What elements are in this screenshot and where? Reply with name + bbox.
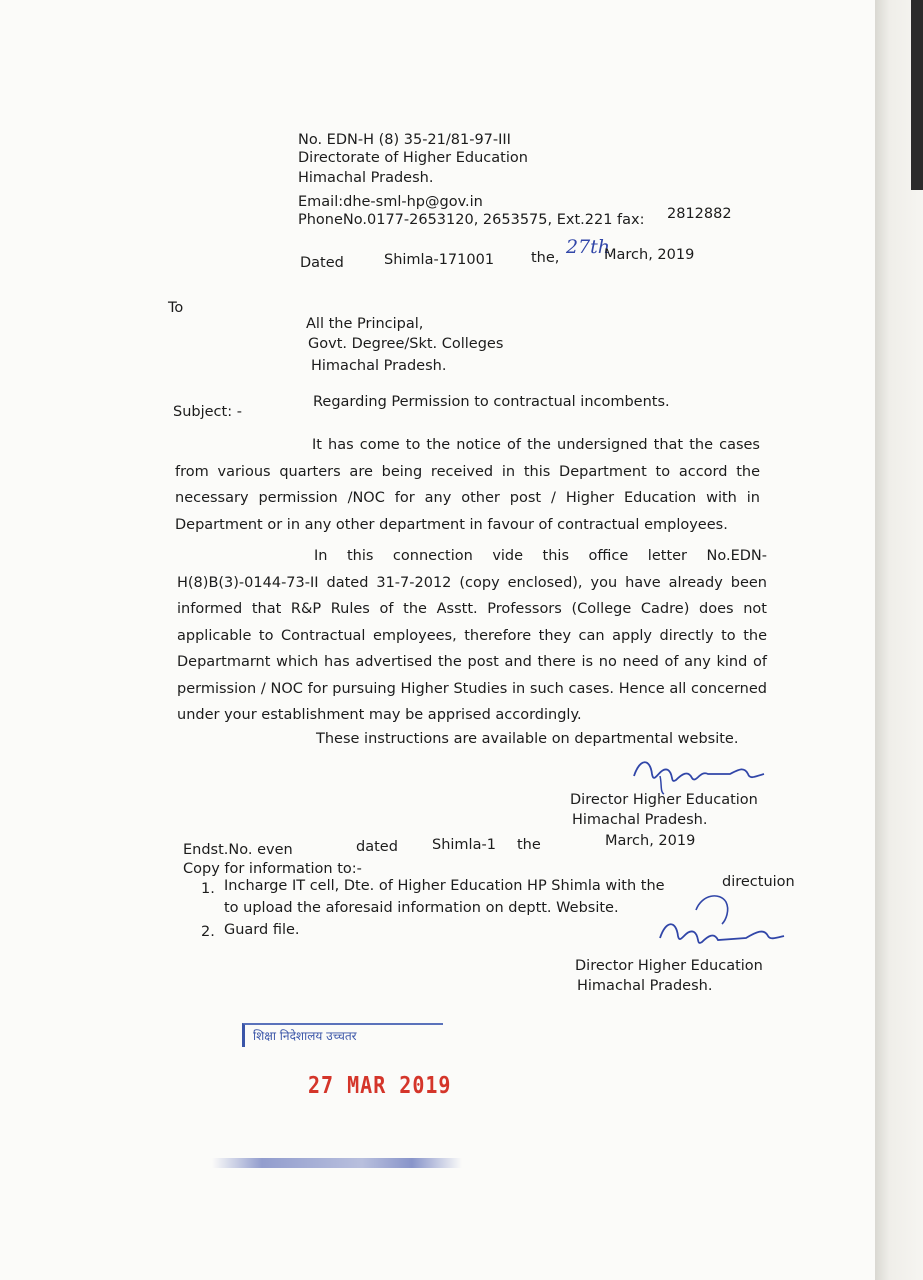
signature-1-state: Himachal Pradesh. (572, 812, 708, 828)
copy-item-1-text: Incharge IT cell, Dte. of Higher Education HP Shimla with the (224, 878, 665, 894)
ink-smudge (212, 1158, 462, 1168)
endorsement-dated: dated (356, 839, 398, 855)
body-paragraph-1: It has come to the notice of the undersigned that the cases from various quarters are being received in this Department to accord the necessary permission /NOC for any other post / Higher Education with in Department or in any other department in favour of contractual employees. (175, 437, 760, 533)
phone-line: PhoneNo.0177-2653120, 2653575, Ext.221 fax: (298, 212, 645, 228)
endorsement-place: Shimla-1 (432, 837, 496, 853)
endorsement-month-year: March, 2019 (605, 833, 696, 849)
signature-2-state: Himachal Pradesh. (577, 978, 713, 994)
body-paragraph-2: In this connection vide this office letter No.EDN-H(8)B(3)-0144-73-II dated 31-7-2012 (copy enclosed), you have already been informed that R&P Rules of the Asstt. Professors (College Cadre) does not applicable to Contractual employees, therefore they can apply directly to the Departmarnt which has advertised the post and there is no need of any kind of permission / NOC for pursuing Higher Studies in such cases. Hence all concerned under your establishment may be apprised accordingly. (177, 548, 767, 723)
organization-name: Directorate of Higher Education (298, 150, 528, 166)
signature-2 (656, 890, 786, 952)
body-paragraph-3: These instructions are available on departmental website. (316, 731, 739, 747)
endorsement-the: the (517, 837, 541, 853)
dated-place: Shimla-171001 (384, 252, 495, 268)
email-line: Email:dhe-sml-hp@gov.in (298, 194, 483, 210)
dated-label: Dated (300, 255, 344, 271)
handwritten-day: 27th (566, 236, 611, 258)
to-label: To (168, 300, 184, 316)
copy-for-label: Copy for information to:- (183, 861, 362, 877)
office-stamp: शिक्षा निदेशालय उच्चतर (242, 1023, 443, 1047)
copy-item-2-text: Guard file. (224, 922, 300, 938)
dated-the: the, (531, 250, 560, 266)
addressee-line-3: Himachal Pradesh. (311, 358, 447, 374)
copy-item-2-number: 2. (201, 924, 215, 940)
signature-1-title: Director Higher Education (570, 792, 758, 808)
addressee-line-1: All the Principal, (306, 316, 424, 332)
scan-edge (875, 0, 923, 1280)
fax-number: 2812882 (667, 206, 732, 222)
dated-month-year: March, 2019 (604, 247, 695, 263)
reference-number: No. EDN-H (8) 35-21/81-97-III (298, 132, 511, 148)
organization-state: Himachal Pradesh. (298, 170, 434, 186)
copy-item-1-number: 1. (201, 881, 215, 897)
signature-2-title: Director Higher Education (575, 958, 763, 974)
subject-label: Subject: - (173, 404, 242, 420)
endorsement-number: Endst.No. even (183, 842, 293, 858)
copy-item-1-text-end: directuion (722, 874, 795, 890)
received-date-stamp: 27 MAR 2019 (308, 1071, 452, 1099)
scan-edge-shadow (911, 0, 923, 190)
addressee-line-2: Govt. Degree/Skt. Colleges (308, 336, 504, 352)
copy-item-1-text-line-2: to upload the aforesaid information on deptt. Website. (224, 900, 619, 916)
subject-text: Regarding Permission to contractual incombents. (313, 394, 670, 410)
